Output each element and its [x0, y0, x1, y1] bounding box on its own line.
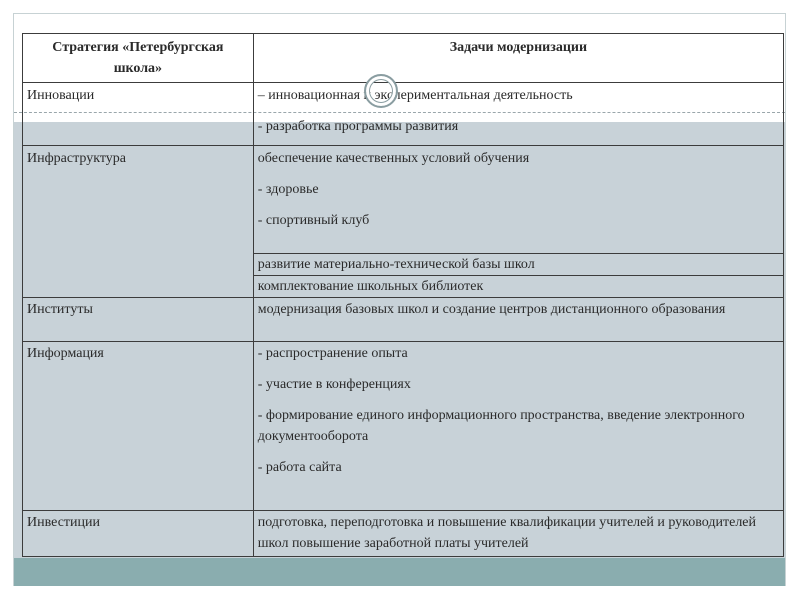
- row-label: Инвестиции: [23, 511, 254, 557]
- task-item: - работа сайта: [257, 460, 342, 475]
- task-item: - спортивный клуб: [257, 213, 370, 228]
- row-tasks: комплектование школьных библиотек: [253, 276, 783, 298]
- table-row-information: [23, 342, 784, 511]
- task-item: - участие в конференциях: [257, 377, 411, 392]
- task-item: обеспечение качественных условий обучения: [257, 151, 530, 166]
- header-strategy: Стратегия «Петербургская школа»: [23, 34, 254, 83]
- task-item: – инновационная и экспериментальная деятельность: [257, 88, 573, 103]
- task-item: - формирование единого информационного пространства, введение электронного документооборота: [257, 408, 745, 444]
- row-tasks: развитие материально-технической базы школ: [253, 254, 783, 276]
- decorative-circle-icon: [364, 74, 398, 108]
- task-item: - разработка программы развития: [257, 119, 459, 134]
- row-label: Информация: [23, 342, 254, 511]
- row-tasks: [253, 83, 783, 146]
- row-label: Институты: [23, 298, 254, 342]
- row-tasks: [253, 146, 783, 254]
- row-tasks: подготовка, переподготовка и повышение квалификации учителей и руководителей школ повышение заработной платы учителей: [253, 511, 783, 557]
- bottom-accent-band: [14, 558, 785, 586]
- table-row-institutes: [23, 298, 784, 342]
- table-row-infrastructure: [23, 146, 784, 254]
- header-tasks: Задачи модернизации: [253, 34, 783, 83]
- table-row-investments: [23, 511, 784, 557]
- table-header-row: [23, 34, 784, 83]
- row-label: Инфраструктура: [23, 146, 254, 298]
- task-item: - здоровье: [257, 182, 319, 197]
- modernization-table: [22, 33, 784, 557]
- task-item: - распространение опыта: [257, 346, 408, 361]
- row-label: Инновации: [23, 83, 254, 146]
- table-row-innovations: [23, 83, 784, 146]
- row-tasks: [253, 342, 783, 511]
- row-tasks: модернизация базовых школ и создание центров дистанционного образования: [253, 298, 783, 342]
